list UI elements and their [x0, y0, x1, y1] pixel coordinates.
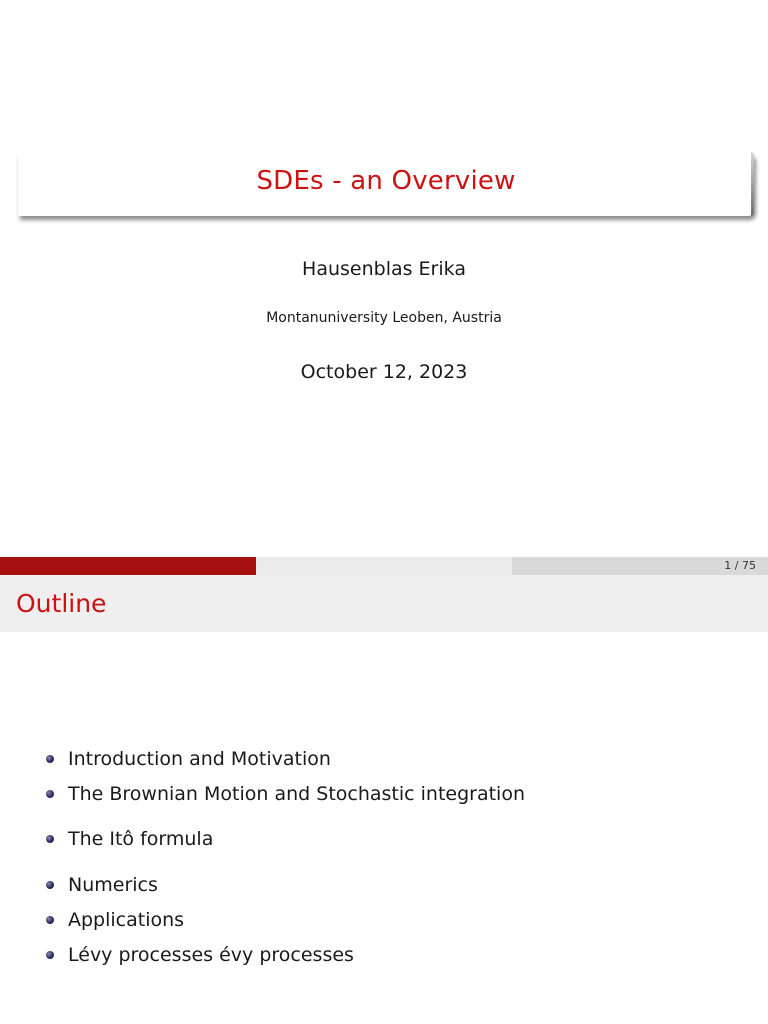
page-separator: /	[731, 559, 742, 572]
outline-item	[46, 907, 184, 933]
outline-item-label: Numerics	[68, 874, 158, 896]
ball-bullet-icon	[46, 881, 54, 889]
ball-bullet-icon	[46, 755, 54, 763]
presentation-date: October 12, 2023	[300, 361, 468, 383]
outline-item-label: Applications	[68, 909, 185, 931]
ball-bullet-icon	[46, 951, 54, 959]
ball-bullet-icon	[46, 916, 54, 924]
outline-item	[46, 942, 354, 968]
outline-item-label: The Brownian Motion and Stochastic integration	[68, 783, 526, 805]
total-pages: 75	[742, 559, 756, 572]
presentation-title: SDEs - an Overview	[256, 166, 516, 196]
outline-item	[46, 872, 158, 898]
outline-item-label: Introduction and Motivation	[68, 748, 331, 770]
outline-item	[46, 781, 525, 807]
ball-bullet-icon	[46, 790, 54, 798]
current-page: 1	[724, 559, 732, 572]
ball-bullet-icon	[46, 835, 54, 843]
frame-title: Outline	[16, 589, 107, 618]
outline-item	[46, 826, 213, 852]
outline-item-label: The Itô formula	[68, 828, 214, 850]
author-name: Hausenblas Erika	[302, 258, 466, 280]
outline-item	[46, 746, 331, 772]
outline-item-label: Lévy processes évy processes	[68, 944, 354, 966]
institute-name: Montanuniversity Leoben, Austria	[266, 310, 502, 326]
